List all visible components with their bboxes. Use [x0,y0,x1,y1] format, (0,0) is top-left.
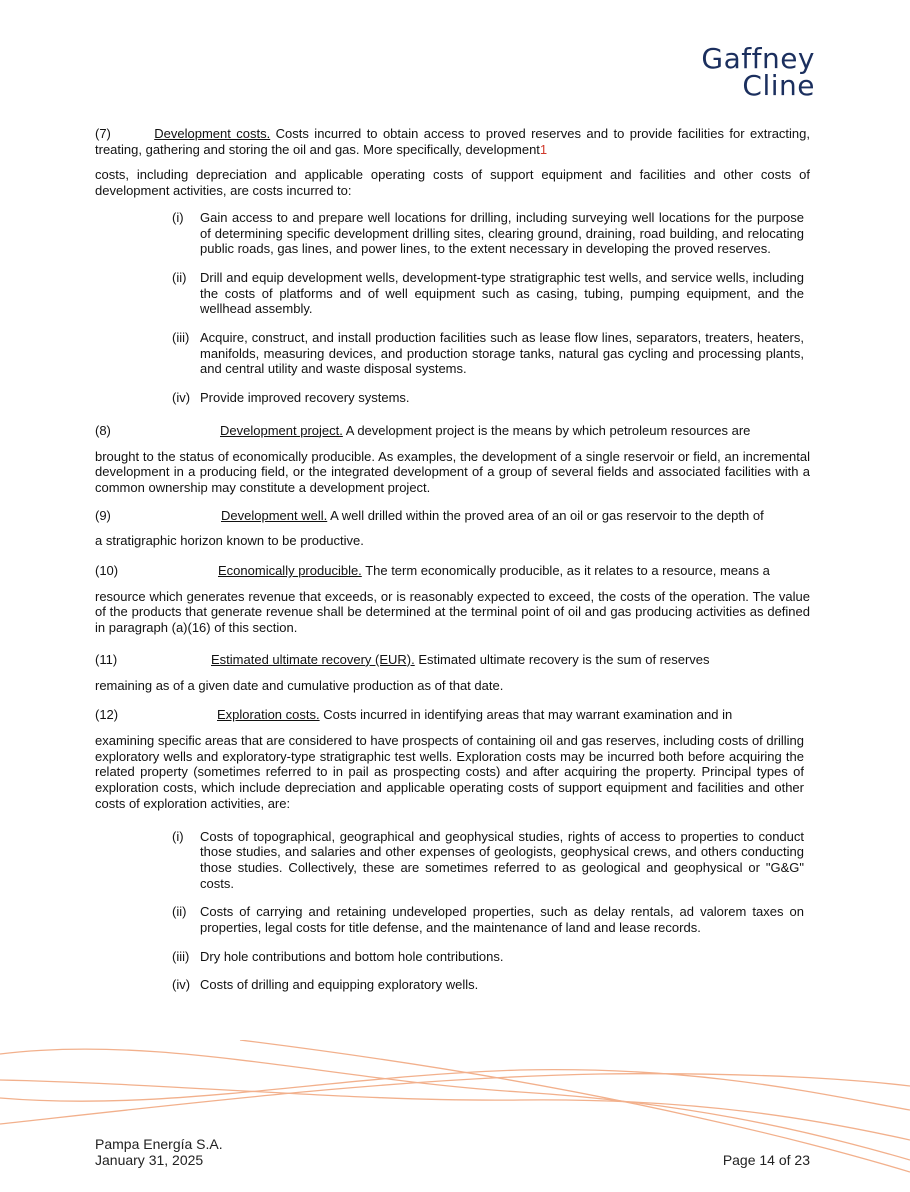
section-9-intro [95,508,810,524]
footnote-marker[interactable]: 1 [539,141,548,157]
decorative-waves [0,1040,910,1192]
section-11-term: Estimated ultimate recovery (EUR). [211,651,415,667]
list-item: (i) Costs of topographical, geographical and geophysical studies, rights of access to properties to conduct those studies, and salaries and other expenses of geologists, geophysical crews, and others conducting those studies. Collectively, these are sometimes referred to as geological and geophysical or "G&G" costs. [172,828,804,891]
section-8-intro [95,423,810,439]
section-7-number: (7) [95,126,111,141]
section-12-list [95,829,810,994]
logo-line-2: Cline [742,69,815,102]
section-12-intro [95,707,810,723]
list-item: (iv) Costs of drilling and equipping exploratory wells. [172,977,479,993]
section-11-intro [95,652,810,668]
wave-line [0,1080,910,1140]
document-body [95,126,810,993]
section-12-term: Exploration costs. [217,707,320,723]
section-10-number: (10) [95,563,119,579]
footer-left [95,1136,223,1168]
section-8-term: Development project. [220,422,343,438]
list-item: (iv) Provide improved recovery systems. [172,390,410,406]
section-11-number: (11) [95,651,118,667]
section-9-term: Development well. [221,507,328,523]
section-9-continued: a stratigraphic horizon known to be productive. [95,533,364,549]
section-9-text1: A well drilled within the proved area of an oil or gas reservoir to the depth of [330,507,764,523]
section-11-text1: Estimated ultimate recovery is the sum of reserves [418,651,710,667]
section-7-list [95,210,810,406]
footer-company: Pampa Energía S.A. [95,1136,223,1152]
section-8-number: (8) [95,422,111,438]
section-7-intro [95,126,810,157]
section-12-number: (12) [95,707,119,723]
section-10-continued: resource which generates revenue that exceeds, or is reasonably expected to exceed, the costs of the operation. The value of the products that generate revenue shall be determined at the terminal point of oil and gas producing activities as defined in paragraph (a)(16) of this section. [95,588,810,636]
section-12-text1: Costs incurred in identifying areas that may warrant examination and in [323,707,733,723]
section-10-term: Economically producible. [218,563,362,579]
logo-line-1: Gaffney [701,42,815,75]
list-item: (i) Gain access to and prepare well locations for drilling, including surveying well locations for the purpose of determining specific development drilling sites, clearing ground, draining, road building, and relocating public roads, gas lines, and power lines, to the extent necessary in developing the proved reserves. [172,209,804,257]
section-7-term: Development costs. [154,126,271,141]
section-9-number: (9) [95,507,111,523]
wave-line [0,1074,910,1124]
section-12-continued: examining specific areas that are considered to have prospects of containing oil and gas reserves, including costs of drilling exploratory wells and exploratory-type stratigraphic test wells. Exploration costs may be incurred both before acquiring the related property (sometimes referred to in pail as prospecting costs) and after acquiring the property. Principal types of exploration costs, which include depreciation and applicable operating costs of support equipment and facilities and other costs of exploration activities, are: [95,732,804,811]
section-8-continued: brought to the status of economically producible. As examples, the development of a single reservoir or field, an incremental development in a producing field, or the integrated development of a group of several fields and associated facilities with a common ownership may constitute a development project. [95,448,810,495]
section-10-intro [95,563,810,579]
list-item: (ii) Costs of carrying and retaining undeveloped properties, such as delay rentals, ad valorem taxes on properties, legal costs for title defense, and the maintenance of land and lease records. [172,904,804,936]
list-item: (iii) Acquire, construct, and install production facilities such as lease flow lines, separators, treaters, heaters, manifolds, measuring devices, and production storage tanks, natural gas cycling and processing plants, and central utility and waste disposal systems. [172,330,804,377]
footer-date: January 31, 2025 [95,1152,204,1168]
section-8-text1: A development project is the means by which petroleum resources are [345,422,751,438]
company-logo [690,42,815,102]
list-item: (ii) Drill and equip development wells, development-type stratigraphic test wells, and service wells, including the costs of platforms and of well equipment such as casing, tubing, pumping equipment, and the wellhead assembly. [172,269,804,317]
section-10-text1: The term economically producible, as it relates to a resource, means a [365,563,770,579]
list-item: (iii) Dry hole contributions and bottom hole contributions. [172,948,504,964]
section-11-continued: remaining as of a given date and cumulative production as of that date. [95,677,504,693]
section-7-continued: costs, including depreciation and applicable operating costs of support equipment and facilities and other costs of development activities, are costs incurred to: [95,167,810,199]
footer-page-number: Page 14 of 23 [722,1152,810,1168]
section-7-text1: Costs incurred to obtain access to proved reserves and to provide facilities for extracting, treating, gathering and storing the oil and gas. More specifically, development [95,126,810,157]
